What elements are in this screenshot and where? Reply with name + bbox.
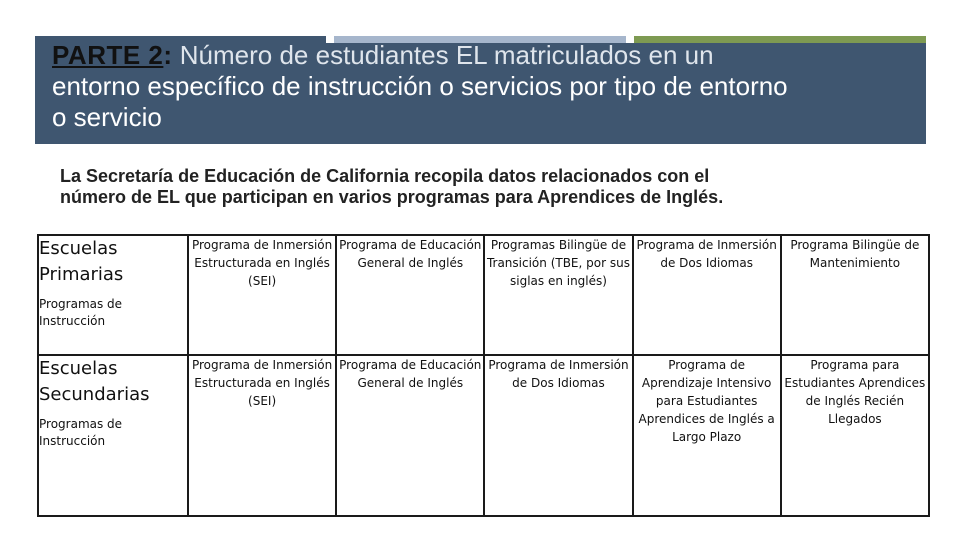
title-colon: : [163,43,173,70]
title-line2: entorno específico de instrucción o servicios por tipo de entorno [52,71,788,101]
program-label: Programa para Estudiantes Aprendices de Inglés Recién Llegados [784,358,926,426]
title-part-label: PARTE 2 [52,43,164,70]
accent-bar-dark-blue [35,36,326,43]
program-label: Programa Bilingüe de Mantenimiento [790,238,920,270]
program-label: Programa de Aprendizaje Intensivo para Estudiantes Aprendices de Inglés a Largo Plazo [638,358,775,444]
program-cell [336,235,484,355]
program-cell [781,235,929,355]
program-cell [781,355,929,516]
accent-bar-light-blue [334,36,626,43]
accent-bar-green [634,36,926,43]
program-label: Programa de Inmersión de Dos Idiomas [636,238,777,270]
table-row-primary [38,235,929,355]
title-line1-rest: Número de estudiantes EL matriculados en un [172,43,714,70]
program-cell [188,235,336,355]
school-type: Escuelas Primarias [39,238,124,285]
program-label: Programa de Inmersión Estructurada en Inglés (SEI) [191,358,333,408]
title-line3: o servicio [52,102,162,132]
programs-table [37,234,930,517]
table-row-secondary [38,355,929,516]
program-cell [484,355,632,516]
program-cell [633,235,781,355]
intro-line1: La Secretaría de Educación de California recopila datos relacionados con el [60,166,710,186]
program-cell [633,355,781,516]
page-title [52,43,922,133]
school-type: Escuelas Secundarias [39,358,150,405]
intro-line2: número de EL que participan en varios programas para Aprendices de Inglés. [60,187,724,207]
program-label: Programas Bilingüe de Transición (TBE, por sus siglas en inglés) [486,238,630,288]
intro-paragraph [60,166,920,208]
school-subtype: Programas de Instrucción [39,297,123,328]
school-subtype: Programas de Instrucción [39,417,123,448]
program-cell [336,355,484,516]
program-label: Programa de Inmersión Estructurada en Inglés (SEI) [191,238,333,288]
row-header-secondary [38,355,188,516]
program-cell [484,235,632,355]
title-banner [35,43,926,144]
program-label: Programa de Educación General de Inglés [339,358,482,390]
program-label: Programa de Inmersión de Dos Idiomas [488,358,629,390]
row-header-primary [38,235,188,355]
program-label: Programa de Educación General de Inglés [339,238,482,270]
program-cell [188,355,336,516]
